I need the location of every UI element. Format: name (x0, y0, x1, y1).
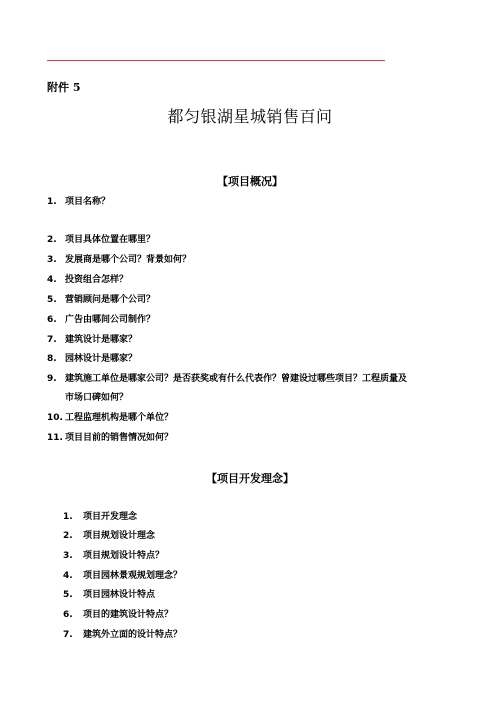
item-number: 11. (47, 433, 63, 443)
item-number: 1. (63, 512, 73, 522)
header-red-rule (47, 60, 385, 61)
item-text: 营销顾问是哪个公司？ (65, 295, 156, 305)
list-item-continuation: 市场口碑如何？ (65, 393, 129, 403)
list-item (47, 349, 137, 369)
list-item (47, 310, 155, 330)
item-number: 5. (47, 295, 57, 305)
item-number: 9. (47, 374, 57, 384)
item-text: 项目名称？ (65, 197, 111, 207)
item-number: 3. (63, 551, 73, 561)
item-number: 8. (47, 354, 57, 364)
item-text: 项目规划设计特点？ (83, 551, 165, 561)
item-text: 项目开发理念 (83, 512, 138, 522)
list-item (47, 230, 155, 250)
item-number: 10. (47, 413, 63, 423)
list-item (47, 330, 137, 350)
list-item (47, 270, 128, 290)
attachment-label: 附件 5 (47, 81, 81, 94)
item-number: 3. (47, 255, 57, 265)
item-number: 6. (47, 315, 57, 325)
list-item (47, 290, 155, 310)
list-item (47, 369, 407, 389)
item-text: 建筑设计是哪家？ (65, 335, 138, 345)
list-item (63, 526, 155, 546)
item-text: 项目规划设计理念 (83, 531, 156, 541)
section-heading-project-overview: 【项目概况】 (217, 175, 283, 188)
list-item (63, 585, 155, 605)
list-item (63, 605, 173, 625)
item-text: 发展商是哪个公司？背景如何？ (65, 255, 192, 265)
item-number: 2. (47, 235, 57, 245)
item-text: 项目的建筑设计特点？ (83, 610, 174, 620)
item-text: 投资组合怎样？ (65, 275, 129, 285)
item-number: 5. (63, 590, 73, 600)
item-text: 工程监理机构是哪个单位？ (65, 413, 174, 423)
list-item (47, 250, 191, 270)
item-text: 项目园林景观规划理念？ (83, 571, 183, 581)
item-text: 建筑外立面的设计特点？ (83, 630, 183, 640)
list-item (63, 625, 182, 645)
item-number: 4. (47, 275, 57, 285)
item-number: 7. (47, 335, 57, 345)
list-item (63, 546, 164, 566)
item-text: 广告由哪间公司制作？ (65, 315, 156, 325)
item-number: 1. (47, 197, 57, 207)
item-number: 4. (63, 571, 73, 581)
list-item (47, 408, 173, 428)
item-text: 建筑施工单位是哪家公司？是否获奖或有什么代表作？曾建设过哪些项目？工程质量及 (65, 374, 408, 384)
item-text: 项目目前的销售情况如何？ (65, 433, 174, 443)
list-item (47, 428, 173, 448)
item-number: 6. (63, 610, 73, 620)
item-text: 项目园林设计特点 (83, 590, 156, 600)
list-item (63, 507, 137, 527)
item-text: 园林设计是哪家？ (65, 354, 138, 364)
list-item (47, 192, 110, 212)
item-text: 项目具体位置在哪里？ (65, 235, 156, 245)
list-item (63, 566, 182, 586)
section-heading-development-concept: 【项目开发理念】 (206, 472, 294, 485)
item-number: 7. (63, 630, 73, 640)
document-title: 都匀银湖星城销售百问 (167, 107, 333, 126)
item-number: 2. (63, 531, 73, 541)
